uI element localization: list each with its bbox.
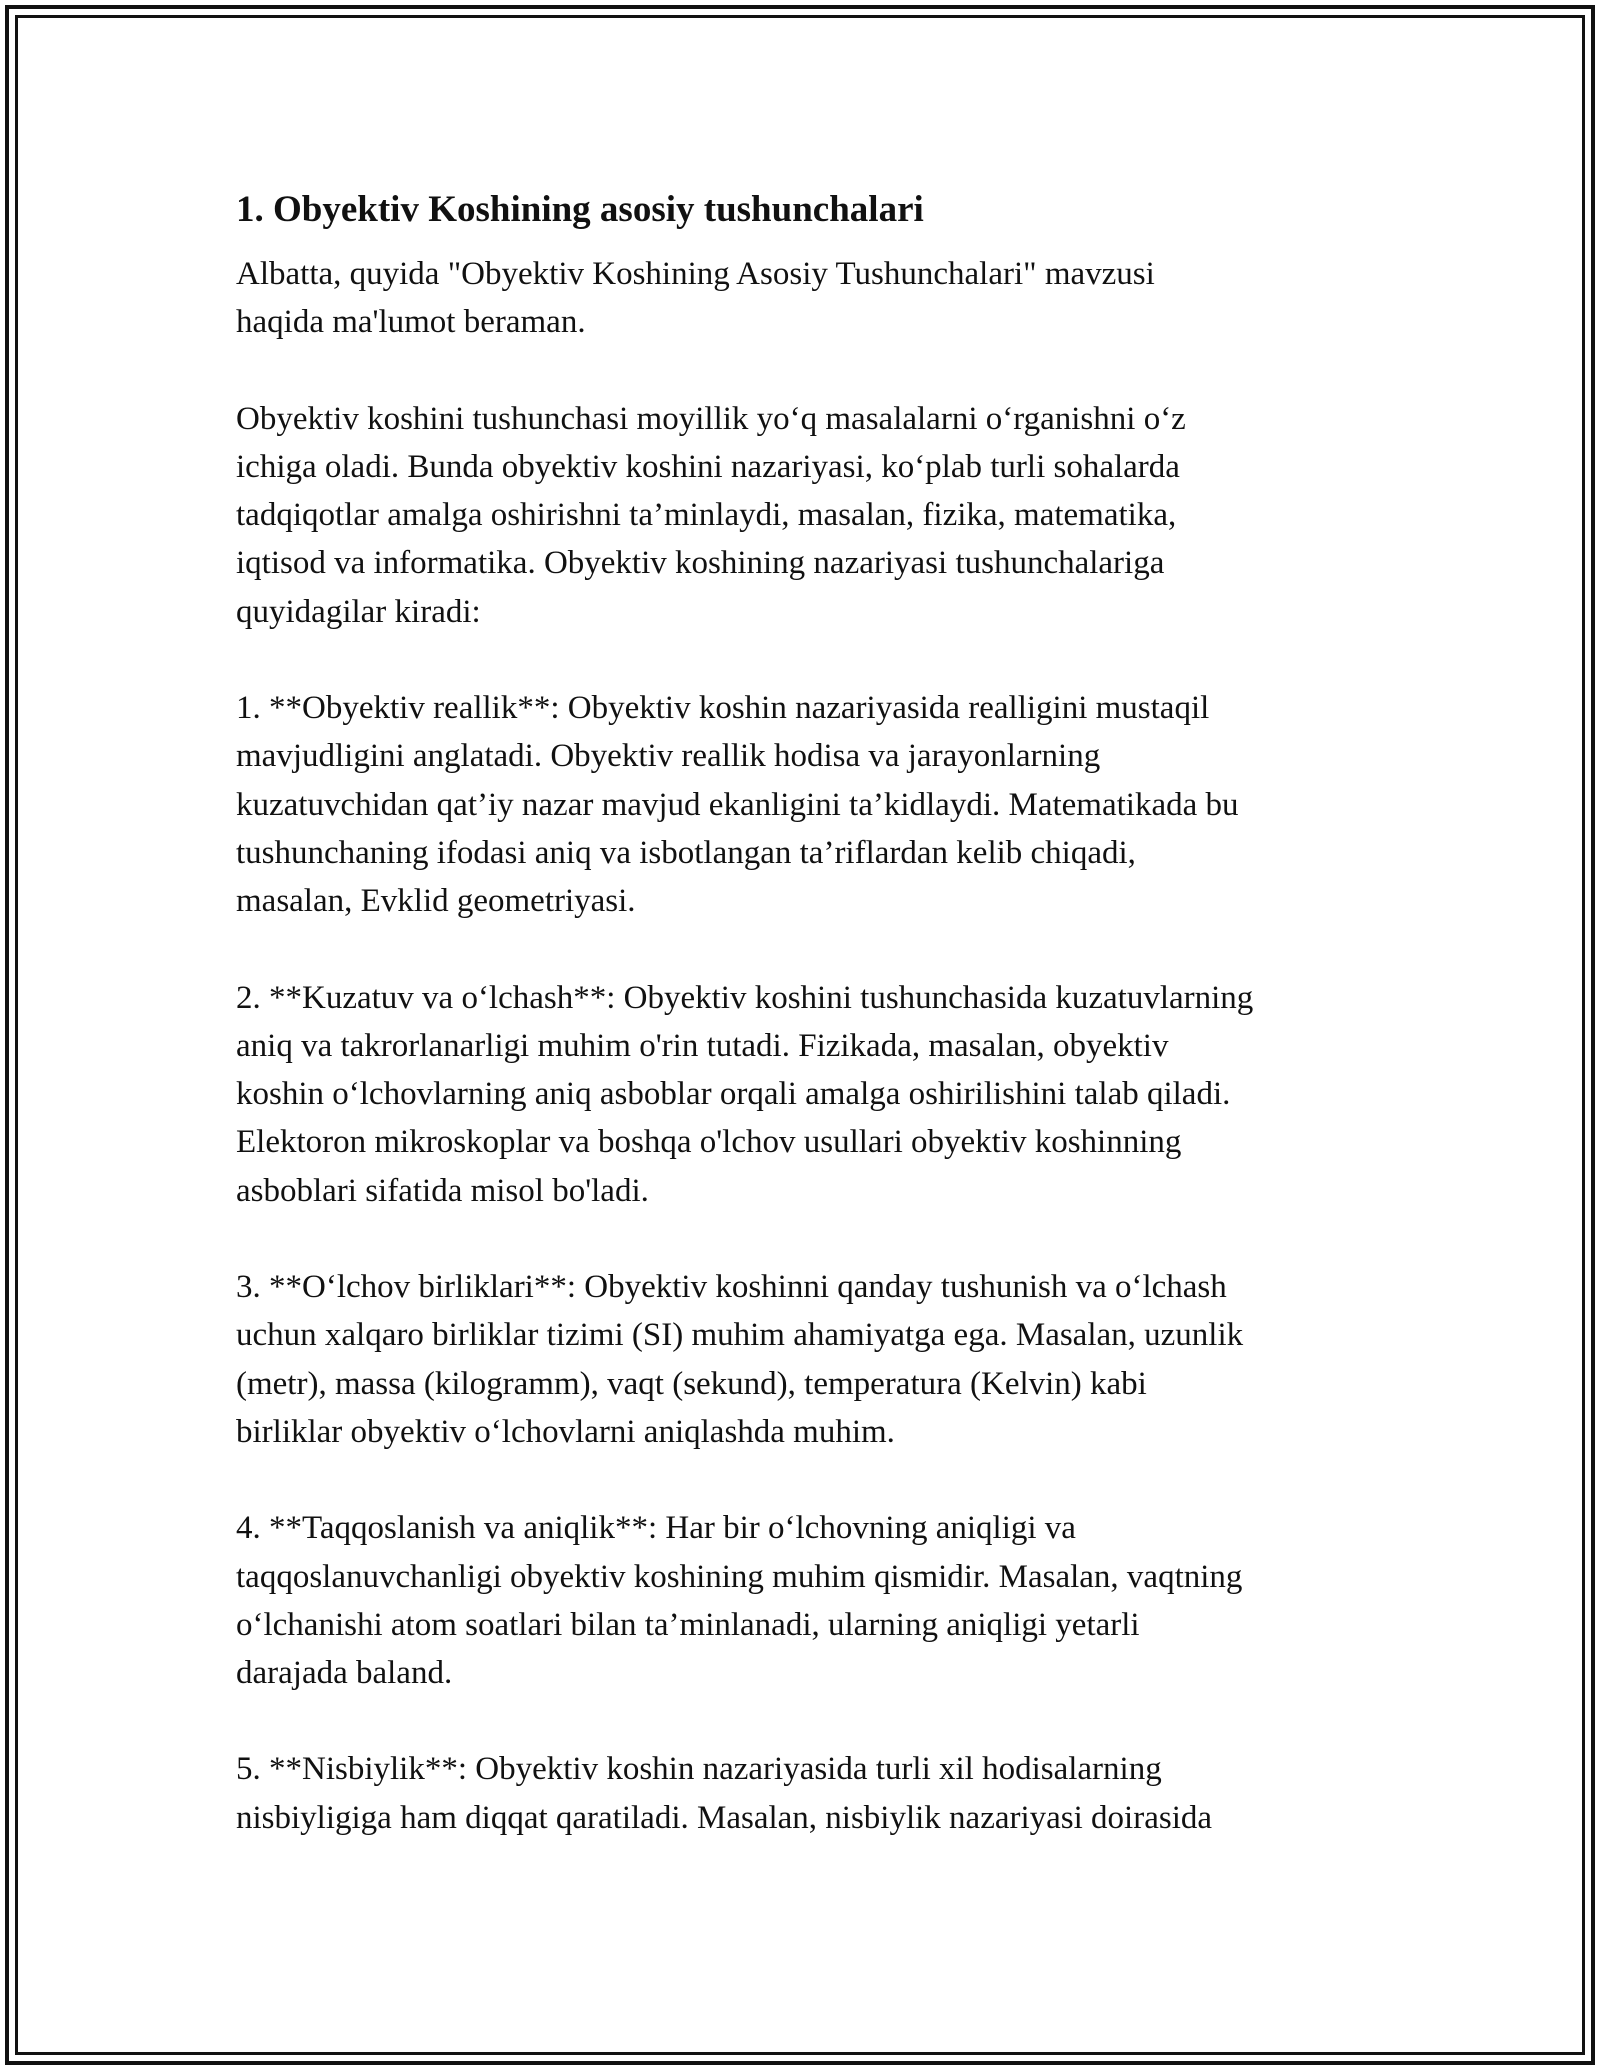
paragraph xyxy=(236,1745,1386,1842)
document-body xyxy=(236,250,1386,1842)
paragraph xyxy=(236,395,1386,636)
text-line: (metr), massa (kilogramm), vaqt (sekund), temperatura (Kelvin) kabi xyxy=(236,1365,1147,1402)
text-line: haqida ma'lumot beraman. xyxy=(236,304,586,341)
text-line: asboblari sifatida misol bo'ladi. xyxy=(236,1172,649,1209)
text-line: 3. **O‘lchov birliklari**: Obyektiv koshinni qanday tushunish va o‘lchash xyxy=(236,1269,1227,1306)
document-title: 1. Obyektiv Koshining asosiy tushunchalari xyxy=(236,189,924,230)
paragraph xyxy=(236,250,1386,347)
text-line: birliklar obyektiv o‘lchovlarni aniqlashda muhim. xyxy=(236,1413,895,1450)
text-line: tadqiqotlar amalga oshirishni ta’minlaydi, masalan, fizika, matematika, xyxy=(236,497,1177,534)
text-line: 4. **Taqqoslanish va aniqlik**: Har bir o‘lchovning aniqligi va xyxy=(236,1510,1076,1547)
text-line: uchun xalqaro birliklar tizimi (SI) muhim ahamiyatga ega. Masalan, uzunlik xyxy=(236,1317,1244,1354)
text-line: tushunchaning ifodasi aniq va isbotlangan ta’riflardan kelib chiqadi, xyxy=(236,834,1136,871)
text-line: quyidagilar kiradi: xyxy=(236,593,481,630)
paragraph xyxy=(236,1504,1386,1697)
text-line: Elektoron mikroskoplar va boshqa o'lchov usullari obyektiv koshinning xyxy=(236,1124,1182,1161)
text-line: iqtisod va informatika. Obyektiv koshining nazariyasi tushunchalariga xyxy=(236,545,1165,582)
text-line: 1. **Obyektiv reallik**: Obyektiv koshin nazariyasida realligini mustaqil xyxy=(236,690,1210,727)
text-line: aniq va takrorlanarligi muhim o'rin tutadi. Fizikada, masalan, obyektiv xyxy=(236,1027,1169,1064)
text-line: koshin o‘lchovlarning aniq asboblar orqali amalga oshirilishini talab qiladi. xyxy=(236,1076,1231,1113)
text-line: darajada baland. xyxy=(236,1655,453,1692)
text-line: taqqoslanuvchanligi obyektiv koshining muhim qismidir. Masalan, vaqtning xyxy=(236,1558,1243,1595)
text-line: nisbiyligiga ham diqqat qaratiladi. Masalan, nisbiylik nazariyasi doirasida xyxy=(236,1799,1213,1836)
text-line: mavjudligini anglatadi. Obyektiv reallik hodisa va jarayonlarning xyxy=(236,738,1101,775)
text-line: 5. **Nisbiylik**: Obyektiv koshin nazariyasida turli xil hodisalarning xyxy=(236,1751,1162,1788)
text-line: ichiga oladi. Bunda obyektiv koshini nazariyasi, ko‘plab turli sohalarda xyxy=(236,448,1180,485)
text-line: kuzatuvchidan qat’iy nazar mavjud ekanligini ta’kidlaydi. Matematikada bu xyxy=(236,786,1239,823)
text-line: Albatta, quyida "Obyektiv Koshining Asosiy Tushunchalari" mavzusi xyxy=(236,256,1155,292)
text-line: Obyektiv koshini tushunchasi moyillik yo‘q masalalarni o‘rganishni o‘z xyxy=(236,400,1186,437)
text-line: masalan, Evklid geometriyasi. xyxy=(236,883,636,920)
paragraph xyxy=(236,1263,1386,1456)
paragraph xyxy=(236,974,1386,1215)
document-content xyxy=(236,186,1386,1842)
text-line: 2. **Kuzatuv va o‘lchash**: Obyektiv koshini tushunchasida kuzatuvlarning xyxy=(236,979,1254,1016)
text-line: o‘lchanishi atom soatlari bilan ta’minlanadi, ularning aniqligi yetarli xyxy=(236,1606,1140,1643)
paragraph xyxy=(236,684,1386,925)
